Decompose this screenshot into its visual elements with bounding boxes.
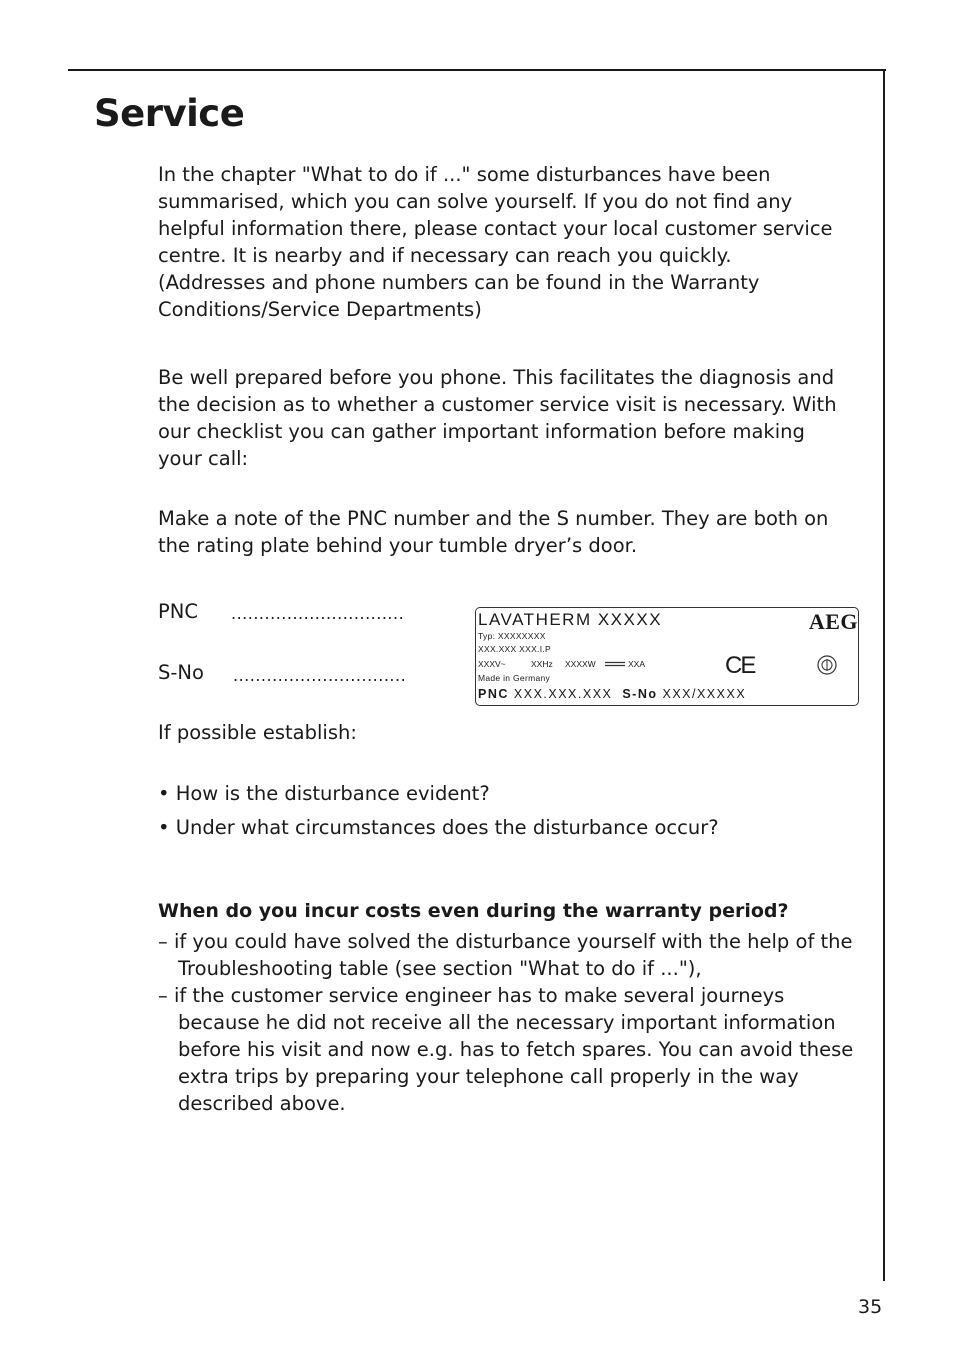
establish-intro: If possible establish:: [158, 721, 357, 744]
top-rule: [68, 69, 886, 71]
plate-pnc-value: XXX.XXX.XXX: [513, 687, 613, 701]
pnc-blank: ...............................: [231, 604, 405, 623]
plate-code: XXX.XXX XXX.I.P: [478, 644, 552, 654]
note-line: Make a note of the PNC number and the S number. They are both on: [158, 507, 829, 530]
right-rule: [883, 69, 885, 1281]
plate-power: XXXXW: [565, 659, 596, 669]
plate-origin: Made in Germany: [478, 673, 551, 683]
rating-plate: [475, 607, 859, 706]
dc-symbol-icon: [605, 661, 625, 667]
intro-paragraph: [158, 161, 858, 323]
prepare-paragraph: [158, 364, 858, 472]
intro-line: Conditions/Service Departments): [158, 298, 482, 321]
aeg-logo: AEG: [808, 609, 858, 634]
plate-typ: Typ: XXXXXXXX: [478, 631, 546, 641]
list-item: – if the customer service engineer has to make several journeys because he did not receive all the necessary important information before his visit and now e.g. has to fetch spares. You can avoid these extra trips by preparing your telephone call properly in the way described above.: [158, 984, 854, 1115]
page-title: Service: [94, 92, 245, 135]
pnc-label: PNC: [158, 600, 198, 623]
note-line: the rating plate behind your tumble dryer’s door.: [158, 534, 638, 557]
list-item: • How is the disturbance evident?: [158, 782, 490, 805]
prepare-line: Be well prepared before you phone. This facilitates the diagnosis and: [158, 366, 835, 389]
prepare-line: our checklist you can gather important information before making: [158, 420, 805, 443]
sno-label: S-No: [158, 661, 204, 684]
plate-sno-value: XXX/XXXXX: [662, 687, 747, 701]
plate-sno-label: S-No: [622, 687, 658, 701]
plate-pnc-label: PNC: [478, 687, 509, 701]
plate-model: LAVATHERM XXXXX: [478, 610, 663, 629]
costs-heading: When do you incur costs even during the warranty period?: [158, 900, 789, 922]
plate-voltage: XXXV~: [478, 659, 506, 669]
intro-line: (Addresses and phone numbers can be found in the Warranty: [158, 271, 760, 294]
approval-mark-icon: [816, 654, 838, 676]
plate-serial-line: [478, 687, 746, 701]
intro-line: helpful information there, please contact your local customer service: [158, 217, 833, 240]
list-item: – if you could have solved the disturbance yourself with the help of the Troubleshooting table (see section "What to do if ..."),: [158, 930, 853, 980]
plate-current: XXA: [628, 659, 646, 669]
prepare-line: your call:: [158, 447, 249, 470]
plate-frequency: XXHz: [531, 659, 553, 669]
prepare-line: the decision as to whether a customer service visit is necessary. With: [158, 393, 837, 416]
list-item: • Under what circumstances does the disturbance occur?: [158, 816, 719, 839]
page-number: 35: [858, 1296, 883, 1318]
intro-line: centre. It is nearby and if necessary can reach you quickly.: [158, 244, 732, 267]
intro-line: summarised, which you can solve yourself. If you do not find any: [158, 190, 793, 213]
sno-blank: ...............................: [233, 666, 407, 685]
note-paragraph: [158, 505, 858, 559]
intro-line: In the chapter "What to do if ..." some disturbances have been: [158, 163, 771, 186]
ce-mark-icon: CE: [725, 652, 755, 679]
